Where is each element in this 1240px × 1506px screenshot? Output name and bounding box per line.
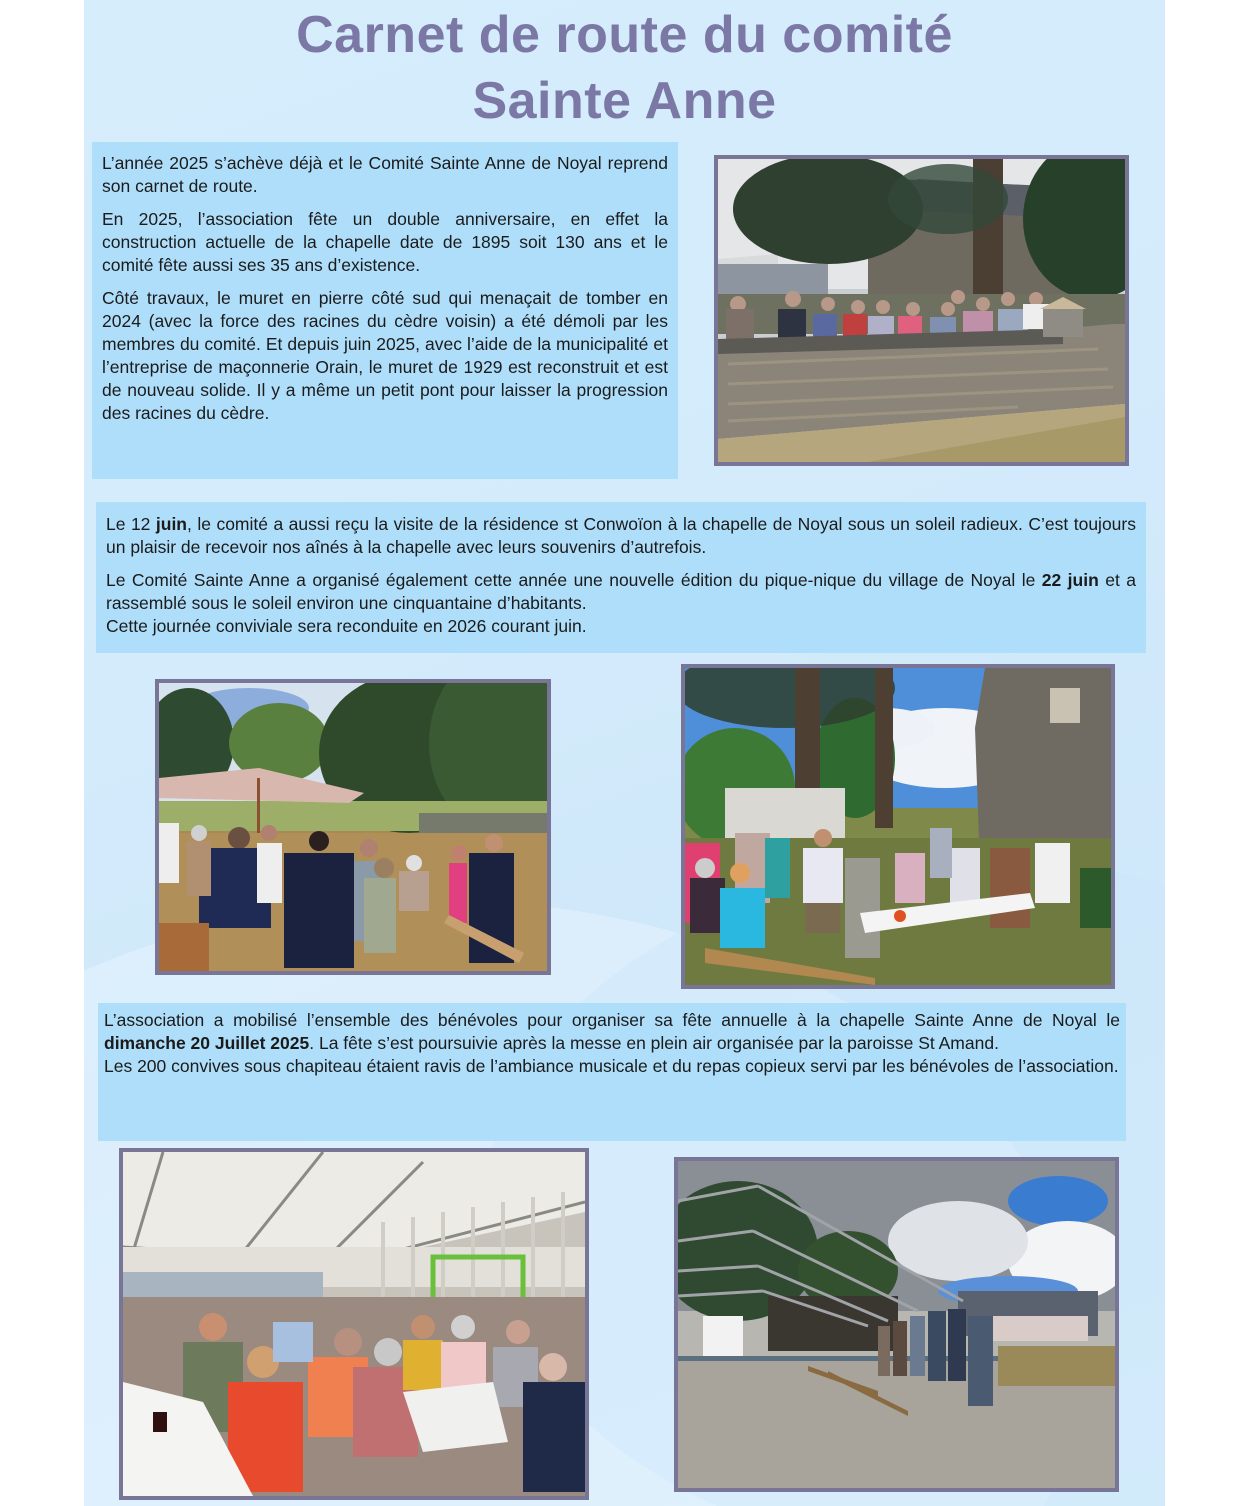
picnic-next-year: Cette journée conviviale sera reconduite en 2026 courant juin. [106,616,587,636]
title-line-1: Carnet de route du comité [296,6,953,64]
fete-guests-text: Les 200 convives sous chapiteau étaient ravis de l’ambiance musicale et du repas copieux servi par les bénévoles de l’association. [104,1056,1119,1076]
summer-fete-textbox [98,1003,1126,1141]
date-20-juillet-2025: dimanche 20 Juillet 2025 [104,1033,310,1053]
photo-chapel-group [714,155,1129,466]
intro-paragraph: L’année 2025 s’achève déjà et le Comité Sainte Anne de Noyal reprend son carnet de route. [102,153,668,196]
date-22-juin: 22 juin [1041,570,1099,590]
picnic-paragraph [106,569,1136,638]
photo-picnic-umbrella [155,679,551,975]
picnic-chapel-image [685,668,1111,985]
chapel-group-image [718,159,1125,462]
works-paragraph: Côté travaux, le muret en pierre côté sud qui menaçait de tomber en 2024 (avec la force des racines du cèdre voisin) a été démoli par les membres du comité. Et depuis juin 2025, avec l’aide de la municipalité et l’entreprise de maçonnerie Orain, le muret de 1929 est reconstruit et est de nouveau solide. Il y a même un petit pont pour laisser la progression des racines du cèdre. [102,288,668,423]
anniversary-paragraph: En 2025, l’association fête un double anniversaire, en effet la construction actuelle de la chapelle date de 1895 soit 130 ans et le comité fête aussi ses 35 ans d’existence. [102,209,668,275]
photo-tent-setup [674,1157,1119,1492]
residence-visit-paragraph [106,513,1136,559]
text-segment: , le comité a aussi reçu la visite de la résidence st Conwoïon à la chapelle de Noyal sous un soleil radieux. C’est toujours un plaisir de recevoir nos aînés à la chapelle avec leurs souvenirs d’autrefois. [106,514,1136,557]
text-segment: . La fête s’est poursuivie après la messe en plein air organisée par la paroisse St Amand. [309,1033,999,1053]
title-line-2: Sainte Anne [472,72,777,130]
picnic-umbrella-image [159,683,547,971]
picnic-text [106,569,1136,615]
intro-textbox [92,142,678,479]
tent-setup-image [678,1161,1115,1488]
text-segment: Le 12 [106,514,156,534]
newsletter-page [84,0,1165,1506]
text-segment: Le Comité Sainte Anne a organisé également cette année une nouvelle édition du pique-nique du village de Noyal le [106,570,1042,590]
page-title [84,2,1165,134]
fete-paragraph [104,1009,1120,1078]
tent-banquet-image [123,1152,585,1496]
date-juin: juin [155,514,187,534]
photo-tent-banquet [119,1148,589,1500]
photo-picnic-chapel [681,664,1115,989]
text-segment: et a rassemblé sous le soleil environ une cinquantaine d’habitants. [106,570,1136,613]
june-events-textbox [96,502,1146,653]
text-segment: L’association a mobilisé l’ensemble des bénévoles pour organiser sa fête annuelle à la chapelle Sainte Anne de Noyal le [104,1010,1120,1030]
fete-text [104,1009,1120,1055]
